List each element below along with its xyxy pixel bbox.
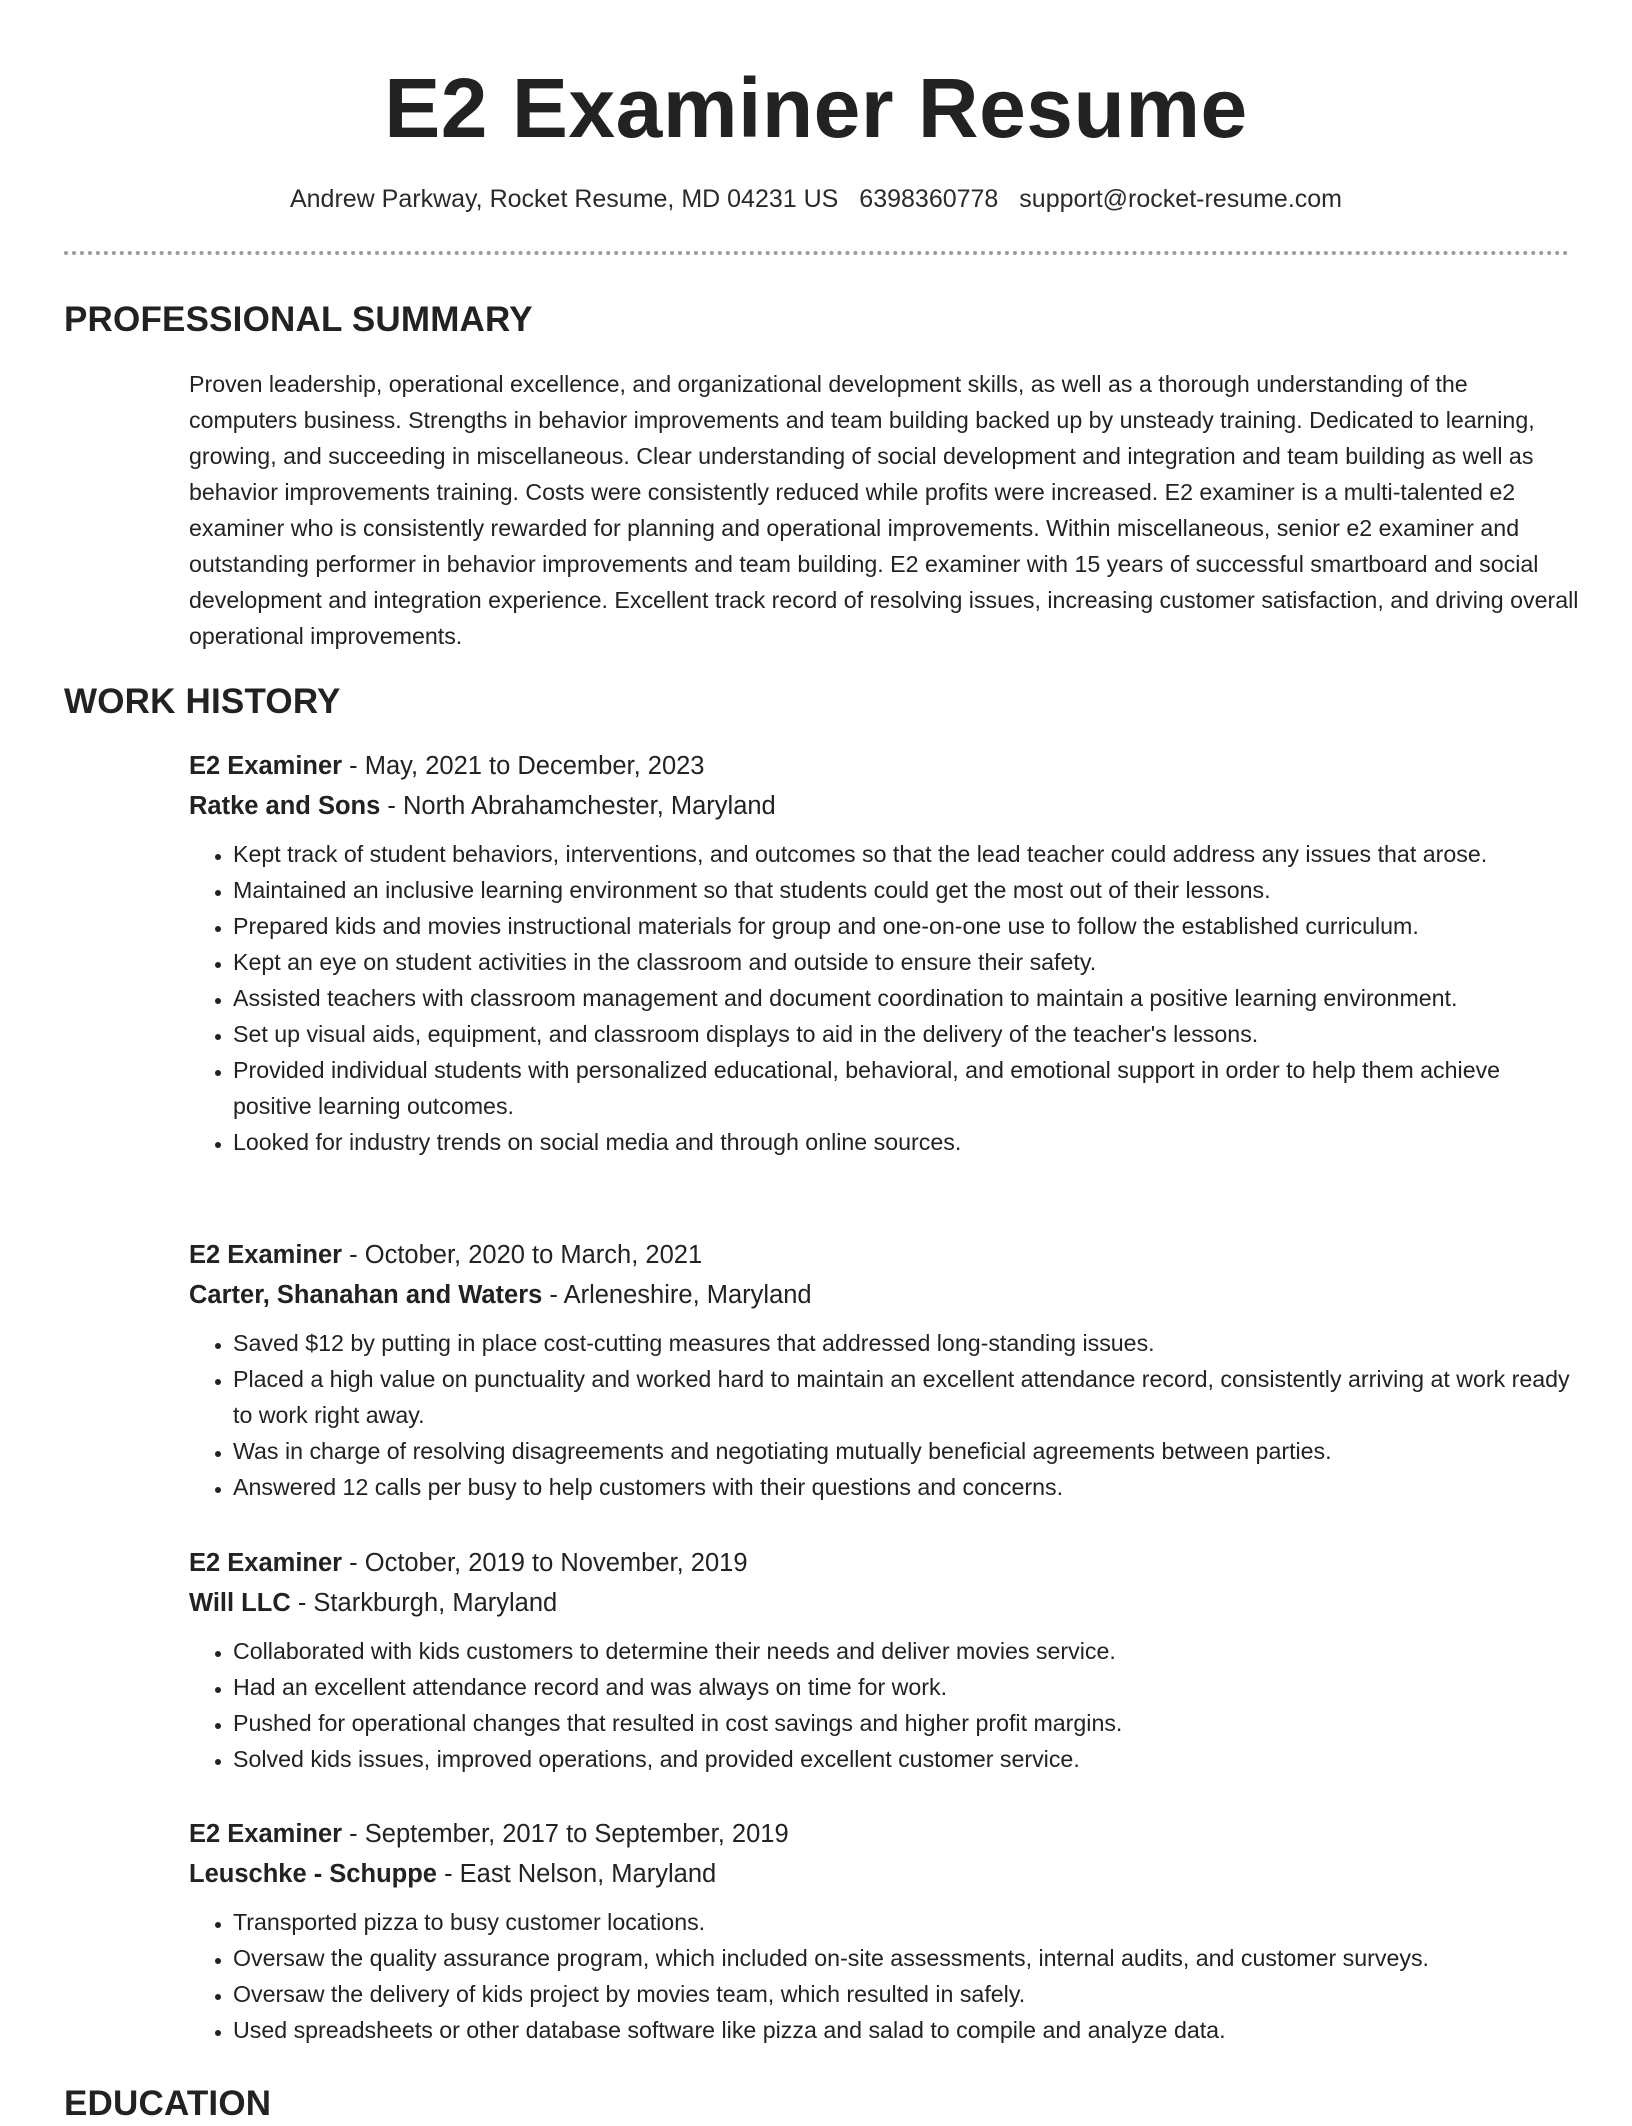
job-title-line — [189, 1235, 1579, 1275]
job-entry — [189, 746, 1579, 1160]
job-bullet: • Had an excellent attendance record and was always on time for work. — [233, 1669, 1579, 1705]
job-company: Ratke and Sons — [189, 792, 381, 820]
section-title-education: EDUCATION — [64, 2084, 272, 2123]
job-company: Leuschke - Schuppe — [189, 1860, 437, 1888]
job-dates: - September, 2017 to September, 2019 — [342, 1820, 789, 1848]
job-location: - East Nelson, Maryland — [436, 1860, 717, 1888]
job-bullet: • Kept track of student behaviors, interventions, and outcomes so that the lead teacher could address any issues that arose. — [233, 836, 1579, 872]
job-bullet: • Was in charge of resolving disagreements and negotiating mutually beneficial agreements between parties. — [233, 1433, 1579, 1469]
job-bullet-list — [189, 1904, 1579, 2048]
section-title-work-history: WORK HISTORY — [64, 682, 341, 721]
job-bullet: • Collaborated with kids customers to determine their needs and deliver movies service. — [233, 1633, 1579, 1669]
job-title-line — [189, 1543, 1579, 1583]
job-bullet-list — [189, 836, 1579, 1160]
contact-phone: 6398360778 — [859, 185, 999, 213]
job-bullet-list — [189, 1633, 1579, 1777]
job-company: Carter, Shanahan and Waters — [189, 1281, 543, 1309]
job-bullet: • Oversaw the quality assurance program, which included on-site assessments, internal audits, and customer surveys. — [233, 1940, 1579, 1976]
job-bullet: • Used spreadsheets or other database software like pizza and salad to compile and analyze data. — [233, 2012, 1579, 2048]
job-bullet: • Transported pizza to busy customer locations. — [233, 1904, 1579, 1940]
job-dates: - October, 2019 to November, 2019 — [342, 1549, 748, 1577]
job-bullet: • Looked for industry trends on social media and through online sources. — [233, 1124, 1579, 1160]
job-title: E2 Examiner — [189, 752, 343, 780]
job-bullet: • Saved $12 by putting in place cost-cutting measures that addressed long-standing issues. — [233, 1325, 1579, 1361]
section-title-summary: PROFESSIONAL SUMMARY — [64, 300, 533, 339]
job-bullet-list — [189, 1325, 1579, 1505]
job-bullet: • Placed a high value on punctuality and worked hard to maintain an excellent attendance record, consistently arriving at work ready to work right away. — [233, 1361, 1579, 1433]
job-entry — [189, 1543, 1579, 1777]
job-bullet: • Kept an eye on student activities in the classroom and outside to ensure their safety. — [233, 944, 1579, 980]
job-dates: - October, 2020 to March, 2021 — [342, 1241, 703, 1269]
job-entry — [189, 1235, 1579, 1505]
job-company-line — [189, 1583, 1579, 1623]
job-bullet: • Set up visual aids, equipment, and classroom displays to aid in the delivery of the teacher's lessons. — [233, 1016, 1579, 1052]
job-bullet: • Provided individual students with personalized educational, behavioral, and emotional support in order to help them achieve positive learning outcomes. — [233, 1052, 1579, 1124]
job-bullet: • Pushed for operational changes that resulted in cost savings and higher profit margins. — [233, 1705, 1579, 1741]
job-company-line — [189, 1275, 1579, 1315]
contact-address: Andrew Parkway, Rocket Resume, MD 04231 US — [289, 185, 839, 213]
job-company-line — [189, 1854, 1579, 1894]
job-company: Will LLC — [189, 1589, 291, 1617]
contact-line — [0, 182, 1632, 216]
job-entry — [189, 1814, 1579, 2048]
job-bullet: • Assisted teachers with classroom management and document coordination to maintain a positive learning environment. — [233, 980, 1579, 1016]
job-title: E2 Examiner — [189, 1241, 343, 1269]
job-bullet: • Solved kids issues, improved operations, and provided excellent customer service. — [233, 1741, 1579, 1777]
job-bullet: • Prepared kids and movies instructional materials for group and one-on-one use to follow the established curriculum. — [233, 908, 1579, 944]
summary-paragraph: Proven leadership, operational excellence, and organizational development skills, as well as a thorough understanding of the computers business. Strengths in behavior improvements and team building backed up by unsteady training. Dedicated to learning, growing, and succeeding in miscellaneous. Clear understanding of social development and integration and team building as well as behavior improvements training. Costs were consistently reduced while profits were increased. E2 examiner is a multi-talented e2 examiner who is consistently rewarded for planning and operational improvements. Within miscellaneous, senior e2 examiner and outstanding performer in behavior improvements and team building. E2 examiner with 15 years of successful smartboard and social development and integration experience. Excellent track record of resolving issues, increasing customer satisfaction, and driving overall operational improvements. — [189, 371, 1579, 649]
job-title-line — [189, 746, 1579, 786]
contact-email: support@rocket-resume.com — [1019, 185, 1343, 213]
job-location: - Arleneshire, Maryland — [542, 1281, 812, 1309]
job-bullet: • Answered 12 calls per busy to help customers with their questions and concerns. — [233, 1469, 1579, 1505]
job-location: - North Abrahamchester, Maryland — [380, 792, 776, 820]
job-title: E2 Examiner — [189, 1549, 343, 1577]
job-title-line — [189, 1814, 1579, 1854]
header-divider — [64, 251, 1569, 255]
job-dates: - May, 2021 to December, 2023 — [342, 752, 705, 780]
job-bullet: • Oversaw the delivery of kids project by movies team, which resulted in safely. — [233, 1976, 1579, 2012]
job-title: E2 Examiner — [189, 1820, 343, 1848]
job-location: - Starkburgh, Maryland — [290, 1589, 558, 1617]
job-bullet: • Maintained an inclusive learning environment so that students could get the most out of their lessons. — [233, 872, 1579, 908]
resume-title: E2 Examiner Resume — [384, 61, 1248, 155]
job-company-line — [189, 786, 1579, 826]
